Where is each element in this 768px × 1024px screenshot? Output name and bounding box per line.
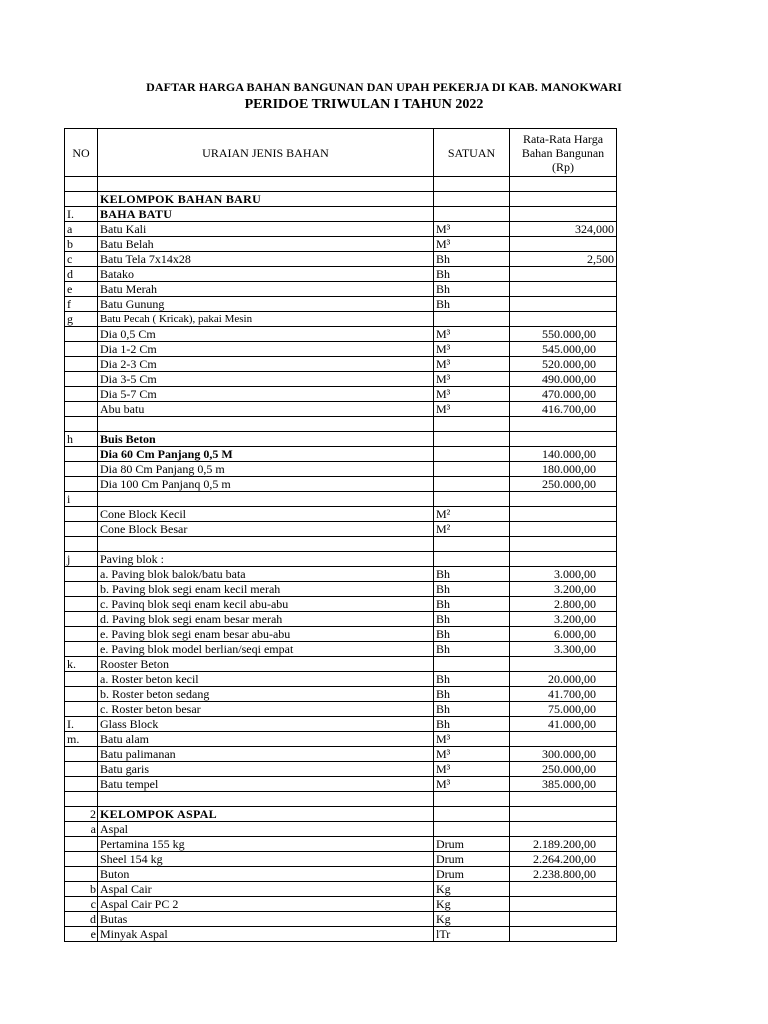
unit-cell [434,462,510,477]
row-number-cell [65,612,98,627]
price-cell [510,792,617,807]
price-cell: 3.000,00 [510,567,617,582]
unit-cell: M² [434,507,510,522]
row-number-cell [65,387,98,402]
table-row [65,327,617,342]
row-number-cell [65,477,98,492]
table-row [65,192,617,207]
table-header-row [65,129,617,177]
row-number-cell [65,777,98,792]
row-number-cell [65,687,98,702]
price-header-line3: (Rp) [552,159,574,174]
description-cell: BAHA BATU [98,207,434,222]
unit-cell [434,807,510,822]
description-cell: Paving blok : [98,552,434,567]
unit-cell [434,792,510,807]
row-number-cell [65,567,98,582]
unit-cell: Bh [434,582,510,597]
unit-cell: Drum [434,867,510,882]
unit-cell [434,822,510,837]
unit-cell: Bh [434,687,510,702]
price-cell: 2.264.200,00 [510,852,617,867]
price-cell [510,507,617,522]
price-cell [510,417,617,432]
description-cell: Cone Block Besar [98,522,434,537]
price-cell [510,822,617,837]
row-number-cell [65,357,98,372]
row-number-cell [65,462,98,477]
row-number-cell: b [65,882,98,897]
table-row [65,687,617,702]
description-cell: Dia 1-2 Cm [98,342,434,357]
description-cell: KELOMPOK ASPAL [98,807,434,822]
row-number-cell: k. [65,657,98,672]
table-row [65,282,617,297]
price-cell: 180.000,00 [510,462,617,477]
price-cell [510,177,617,192]
price-cell: 2.189.200,00 [510,837,617,852]
row-number-cell [65,792,98,807]
table-row [65,657,617,672]
price-cell: 550.000,00 [510,327,617,342]
row-number-cell [65,192,98,207]
description-cell: e. Paving blok model berlian/seqi empat [98,642,434,657]
row-number-cell [65,447,98,462]
table-row [65,747,617,762]
price-cell [510,912,617,927]
table-row [65,822,617,837]
row-number-cell: j [65,552,98,567]
price-cell [510,282,617,297]
unit-cell [434,657,510,672]
description-cell [98,417,434,432]
description-cell: Dia 5-7 Cm [98,387,434,402]
unit-cell: Kg [434,897,510,912]
table-row [65,252,617,267]
row-number-cell: 2 [65,807,98,822]
table-body [65,177,617,942]
unit-cell: M³ [434,327,510,342]
unit-cell: M³ [434,402,510,417]
description-cell: Dia 80 Cm Panjang 0,5 m [98,462,434,477]
description-cell [98,492,434,507]
table-row [65,597,617,612]
price-cell: 75.000,00 [510,702,617,717]
table-row [65,792,617,807]
description-cell: Batu Gunung [98,297,434,312]
description-cell: Aspal Cair PC 2 [98,897,434,912]
unit-cell: Bh [434,567,510,582]
unit-cell: M³ [434,357,510,372]
row-number-cell [65,747,98,762]
price-cell: 41.000,00 [510,717,617,732]
unit-cell [434,192,510,207]
price-header-line1: Rata-Rata Harga [522,131,604,146]
price-cell: 3.300,00 [510,642,617,657]
description-cell: Dia 3-5 Cm [98,372,434,387]
price-cell: 2.800,00 [510,597,617,612]
price-cell [510,492,617,507]
description-cell: Abu batu [98,402,434,417]
price-cell: 3.200,00 [510,582,617,597]
description-cell: Buton [98,867,434,882]
price-cell: 545.000,00 [510,342,617,357]
row-number-cell: i [65,492,98,507]
description-cell: Aspal [98,822,434,837]
unit-cell: M³ [434,387,510,402]
description-cell [98,537,434,552]
description-cell: b. Roster beton sedang [98,687,434,702]
row-number-cell [65,342,98,357]
table-row [65,297,617,312]
unit-cell: Bh [434,252,510,267]
row-number-cell: d [65,267,98,282]
description-cell: Batu palimanan [98,747,434,762]
price-cell: 250.000,00 [510,477,617,492]
unit-cell: Bh [434,612,510,627]
table-row [65,762,617,777]
price-table [64,128,617,942]
table-row [65,852,617,867]
table-row [65,462,617,477]
table-row [65,492,617,507]
price-cell: 3.200,00 [510,612,617,627]
row-number-cell [65,402,98,417]
price-cell: 490.000,00 [510,372,617,387]
unit-cell [434,177,510,192]
description-cell: Batako [98,267,434,282]
table-row [65,897,617,912]
description-cell: Batu Tela 7x14x28 [98,252,434,267]
row-number-cell [65,867,98,882]
unit-cell: Bh [434,267,510,282]
price-cell: 6.000,00 [510,627,617,642]
column-header-description: URAIAN JENIS BAHAN [98,129,434,177]
price-cell: 20.000,00 [510,672,617,687]
description-cell: c. Pavinq blok seqi enam kecil abu-abu [98,597,434,612]
price-cell [510,237,617,252]
unit-cell: Bh [434,717,510,732]
description-cell: Dia 100 Cm Panjanq 0,5 m [98,477,434,492]
price-cell: 41.700,00 [510,687,617,702]
description-cell: Batu tempel [98,777,434,792]
price-cell: 2,500 [510,252,617,267]
row-number-cell [65,537,98,552]
row-number-cell: c [65,897,98,912]
unit-cell: Bh [434,297,510,312]
table-row [65,267,617,282]
unit-cell: M³ [434,777,510,792]
table-row [65,342,617,357]
price-cell [510,312,617,327]
unit-cell: Bh [434,642,510,657]
unit-cell: Bh [434,702,510,717]
price-cell [510,522,617,537]
unit-cell: Kg [434,882,510,897]
description-cell: c. Roster beton besar [98,702,434,717]
table-row [65,402,617,417]
unit-cell: M³ [434,747,510,762]
unit-cell: lTr [434,927,510,942]
description-cell: Cone Block Kecil [98,507,434,522]
table-row [65,177,617,192]
price-cell [510,432,617,447]
price-cell [510,927,617,942]
description-cell: Dia 2-3 Cm [98,357,434,372]
price-cell [510,732,617,747]
description-cell: Batu Merah [98,282,434,297]
price-header-line2: Bahan Bangunan [521,145,605,160]
price-cell: 416.700,00 [510,402,617,417]
unit-cell: M³ [434,732,510,747]
table-row [65,312,617,327]
row-number-cell: e [65,282,98,297]
description-cell: Butas [98,912,434,927]
unit-cell: Kg [434,912,510,927]
description-cell [98,177,434,192]
description-cell: e. Paving blok segi enam besar abu-abu [98,627,434,642]
table-row [65,702,617,717]
table-row [65,552,617,567]
row-number-cell: e [65,927,98,942]
description-cell: Dia 0,5 Cm [98,327,434,342]
document-subtitle: PERIDOE TRIWULAN I TAHUN 2022 [244,97,484,112]
unit-cell: Bh [434,627,510,642]
price-cell: 300.000,00 [510,747,617,762]
description-cell: Buis Beton [98,432,434,447]
description-cell: Glass Block [98,717,434,732]
table-row [65,447,617,462]
row-number-cell [65,852,98,867]
unit-cell: Bh [434,597,510,612]
unit-cell [434,207,510,222]
price-cell [510,657,617,672]
document-title: DAFTAR HARGA BAHAN BANGUNAN DAN UPAH PEKERJA DI KAB. MANOKWARI [146,80,622,94]
price-cell [510,297,617,312]
description-cell: a. Paving blok balok/batu bata [98,567,434,582]
unit-cell: Bh [434,282,510,297]
price-cell [510,882,617,897]
row-number-cell [65,642,98,657]
table-row [65,507,617,522]
row-number-cell: c [65,252,98,267]
table-row [65,237,617,252]
unit-cell: M² [434,522,510,537]
table-row [65,567,617,582]
table-row [65,717,617,732]
unit-cell: Bh [434,672,510,687]
row-number-cell: f [65,297,98,312]
row-number-cell [65,522,98,537]
row-number-cell [65,762,98,777]
description-cell: Batu Pecah ( Kricak), pakai Mesin [98,312,434,327]
row-number-cell: m. [65,732,98,747]
price-cell [510,552,617,567]
unit-cell: M³ [434,342,510,357]
description-cell: Batu garis [98,762,434,777]
unit-cell: Drum [434,852,510,867]
unit-cell [434,477,510,492]
row-number-cell [65,597,98,612]
description-cell: Pertamina 155 kg [98,837,434,852]
row-number-cell [65,372,98,387]
row-number-cell: b [65,237,98,252]
table-row [65,612,617,627]
row-number-cell [65,417,98,432]
price-cell: 520.000,00 [510,357,617,372]
table-row [65,357,617,372]
table-row [65,912,617,927]
table-row [65,732,617,747]
unit-cell: M³ [434,372,510,387]
table-row [65,207,617,222]
row-number-cell [65,327,98,342]
description-cell [98,792,434,807]
table-row [65,882,617,897]
row-number-cell: h [65,432,98,447]
description-cell: Batu Belah [98,237,434,252]
row-number-cell: g [65,312,98,327]
unit-cell: Drum [434,837,510,852]
column-header-unit: SATUAN [434,129,510,177]
column-header-no: NO [65,129,98,177]
description-cell: Rooster Beton [98,657,434,672]
table-row [65,672,617,687]
table-row [65,477,617,492]
price-cell: 140.000,00 [510,447,617,462]
description-cell: d. Paving blok segi enam besar merah [98,612,434,627]
row-number-cell: I. [65,717,98,732]
price-cell [510,897,617,912]
price-cell: 470.000,00 [510,387,617,402]
price-cell [510,207,617,222]
row-number-cell: a [65,222,98,237]
unit-cell [434,447,510,462]
column-header-price [510,129,617,177]
table-row [65,522,617,537]
unit-cell: M³ [434,237,510,252]
unit-cell [434,432,510,447]
price-cell [510,537,617,552]
description-cell: a. Roster beton kecil [98,672,434,687]
unit-cell: M³ [434,222,510,237]
description-cell: Aspal Cair [98,882,434,897]
price-cell [510,267,617,282]
row-number-cell: a [65,822,98,837]
table-row [65,372,617,387]
row-number-cell [65,507,98,522]
unit-cell: M³ [434,762,510,777]
row-number-cell [65,627,98,642]
row-number-cell [65,702,98,717]
price-cell: 385.000,00 [510,777,617,792]
table-row [65,582,617,597]
description-cell: Batu Kali [98,222,434,237]
table-row [65,627,617,642]
table-row [65,807,617,822]
unit-cell [434,312,510,327]
table-row [65,867,617,882]
price-cell: 250.000,00 [510,762,617,777]
table-row [65,387,617,402]
row-number-cell [65,672,98,687]
unit-cell [434,492,510,507]
unit-cell [434,417,510,432]
row-number-cell [65,582,98,597]
table-row [65,432,617,447]
description-cell: Dia 60 Cm Panjang 0,5 M [98,447,434,462]
row-number-cell: I. [65,207,98,222]
description-cell: Minyak Aspal [98,927,434,942]
table-row [65,927,617,942]
table-row [65,837,617,852]
description-cell: Batu alam [98,732,434,747]
table-row [65,642,617,657]
table-row [65,537,617,552]
price-cell: 324,000 [510,222,617,237]
price-cell [510,807,617,822]
table-row [65,777,617,792]
price-cell: 2.238.800,00 [510,867,617,882]
row-number-cell [65,177,98,192]
description-cell: Sheel 154 kg [98,852,434,867]
unit-cell [434,537,510,552]
table-row [65,222,617,237]
row-number-cell [65,837,98,852]
table-row [65,417,617,432]
row-number-cell: d [65,912,98,927]
description-cell: b. Paving blok segi enam kecil merah [98,582,434,597]
description-cell: KELOMPOK BAHAN BARU [98,192,434,207]
price-cell [510,192,617,207]
unit-cell [434,552,510,567]
